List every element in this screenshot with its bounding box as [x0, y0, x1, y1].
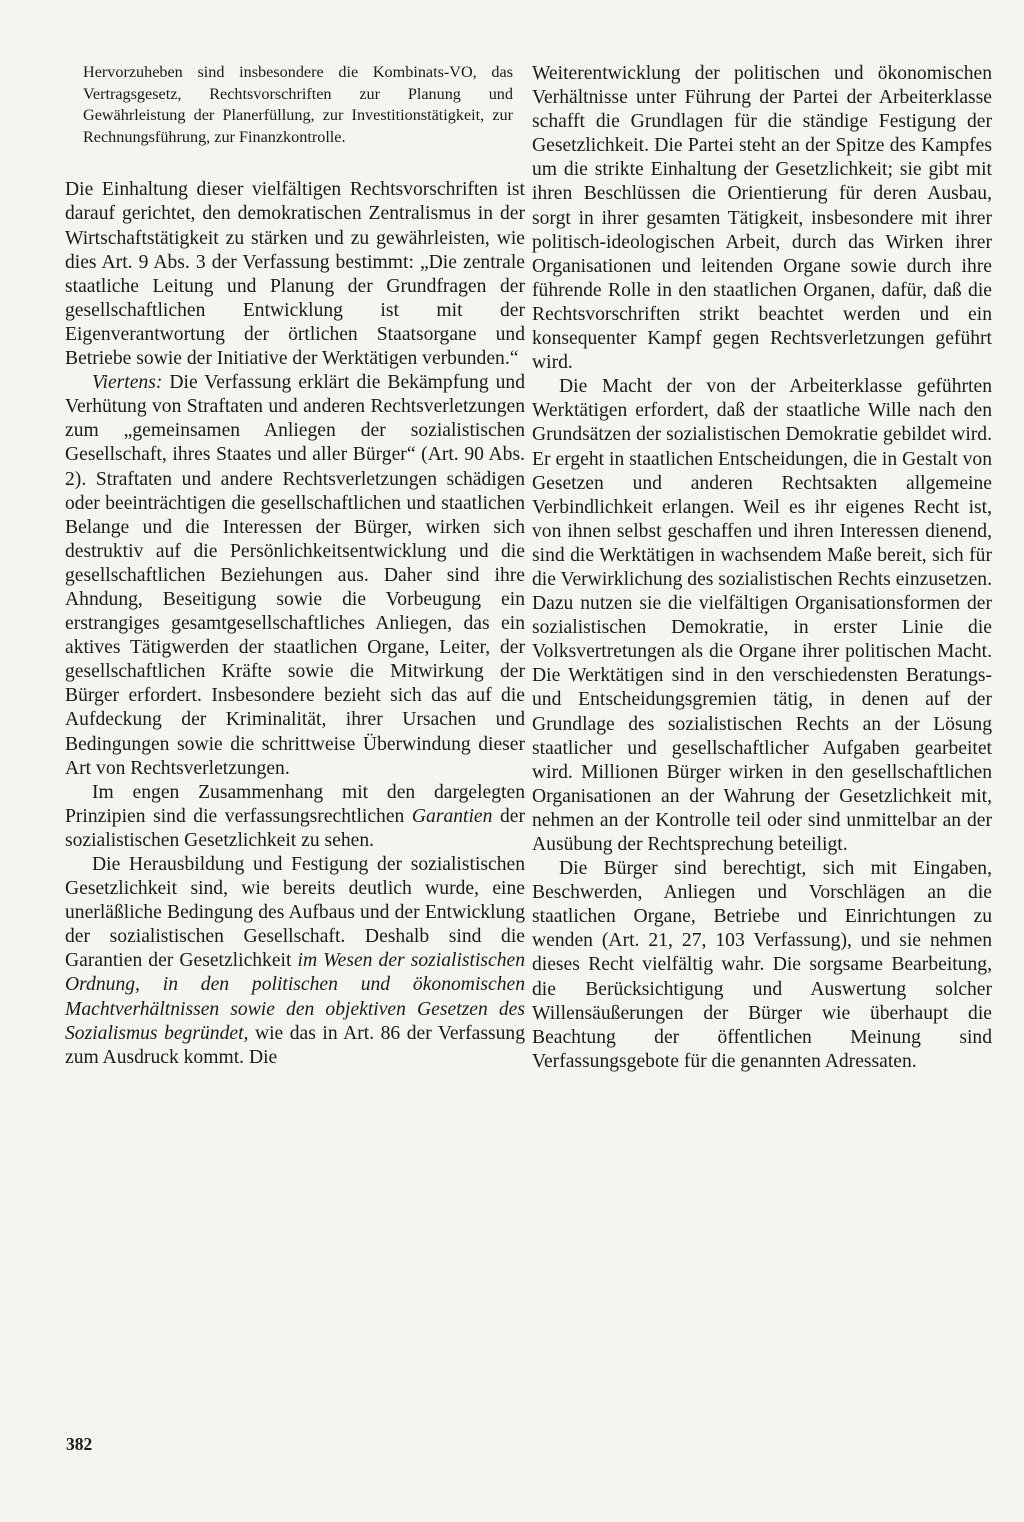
italic-lead: Viertens:	[92, 372, 163, 394]
paragraph	[65, 781, 525, 853]
paragraph: Weiterentwicklung der politischen und ökonomischen Verhältnisse unter Führung der Partei der Arbeiterklasse schafft die Grundlagen für die ständige Festigung der Gesetzlichkeit. Die Partei steht an der Spitze des Kampfes um die strikte Einhaltung der Gesetzlichkeit; sie gibt mit ihren Beschlüssen die Orientierung für deren Ausbau, sorgt in ihrer gesamten Tätigkeit, insbesondere mit ihrer politisch-ideologischen Arbeit, durch das Wirken ihrer Organisationen und leitenden Organe sowie durch ihre führende Rolle in den staatlichen Organen, dafür, daß die Rechtsvorschriften strikt beachtet werden und ein konsequenter Kampf gegen Rechtsverletzungen geführt wird.	[532, 63, 992, 374]
page-number: 382	[66, 1434, 93, 1454]
paragraph: Die Einhaltung dieser vielfältigen Rechtsvorschriften ist darauf gerichtet, den demokratischen Zentralismus in der Wirtschaftstätigkeit zu stärken und zu gewährleisten, wie dies Art. 9 Abs. 3 der Verfassung bestimmt: „Die zentrale staatliche Leitung und Planung der Grundfragen der gesellschaftlichen Entwicklung ist mit der Eigenverantwortung der örtlichen Staatsorgane und Betriebe sowie der Initiative der Werktätigen verbunden.“	[65, 179, 525, 370]
paragraph-text: Die Herausbildung und Festigung der sozialistischen Gesetzlichkeit sind, wie bereits deutlich wurde, eine unerläßliche Bedingung des Aufbaus und der Entwicklung der sozialistischen Gesellschaft. Deshalb sind die Garantien der Gesetzlichkeit	[65, 854, 525, 972]
paragraph-text: der sozialistischen Gesetzlichkeit zu sehen.	[65, 805, 525, 851]
note-block: Hervorzuheben sind insbesondere die Kombinats-VO, das Vertragsgesetz, Rechtsvorschriften zur Planung und Gewährleistung der Planerfüllung, zur Investitionstätigkeit, zur Rechnungsführung, zur Finanzkontrolle.	[83, 63, 513, 146]
italic-phrase: im Wesen der sozialistischen Ordnung, in den politischen und ökonomischen Machtverhältnissen sowie den objektiven Gesetzen des Sozialismus begründet,	[65, 950, 526, 1044]
left-column	[65, 62, 525, 1070]
right-column	[532, 62, 992, 1074]
paragraph: Die Macht der von der Arbeiterklasse geführten Werktätigen erfordert, daß der staatliche Wille nach den Grundsätzen der sozialistischen Demokratie gebildet wird. Er ergeht in staatlichen Entscheidungen, die in Gestalt von Gesetzen und anderen Rechtsakten allgemeine Verbindlichkeit erlangen. Weil es ihr eigenes Recht ist, von ihnen selbst geschaffen und ihren Interessen dienend, sind die Werktätigen in wachsendem Maße bereit, sich für die Verwirklichung des sozialistischen Rechts einzusetzen. Dazu nutzen sie die vielfältigen Organisationsformen der sozialistischen Demokratie, in erster Linie die Volksvertretungen als die Organe ihrer politischen Macht. Die Werktätigen sind in den verschiedensten Beratungs- und Entscheidungsgremien tätig, in denen auf der Grundlage des sozialistischen Rechts an der Lösung staatlicher und gesellschaftlicher Aufgaben gearbeitet wird. Millionen Bürger wirken in den gesellschaftlichen Organisationen an der Wahrung der Gesetzlichkeit mit, nehmen an der Kontrolle teil oder sind unmittelbar an der Ausübung der Rechtsprechung beteiligt.	[532, 376, 992, 855]
paragraph-text: wie das in Art. 86 der Verfassung zum Ausdruck kommt. Die	[65, 1022, 525, 1068]
paragraph	[65, 371, 525, 781]
paragraph	[65, 853, 525, 1070]
paragraph-text: Die Verfassung erklärt die Bekämpfung und Verhütung von Straftaten und anderen Rechtsverletzungen zum „gemeinsamen Anliegen der sozialistischen Gesellschaft, ihres Staates und aller Bürger“ (Art. 90 Abs. 2). Straftaten und andere Rechtsverletzungen schädigen oder beeinträchtigen die gesellschaftlichen und staatlichen Belange und die Interessen der Bürger, wirken sich destruktiv auf die Persönlichkeitsentwicklung und die gesellschaftlichen Beziehungen aus. Daher sind ihre Ahndung, Beseitigung sowie die Vorbeugung ein erstrangiges gesamtgesellschaftliches Anliegen, das ein aktives Tätigwerden der staatlichen Organe, Leiter, der gesellschaftlichen Kräfte sowie die Mitwirkung der Bürger erfordert. Insbesondere bezieht sich das auf die Aufdeckung der Kriminalität, ihrer Ursachen und Bedingungen sowie die schrittweise Überwindung dieser Art von Rechtsverletzungen.	[65, 372, 525, 779]
paragraph: Die Bürger sind berechtigt, sich mit Eingaben, Beschwerden, Anliegen und Vorschlägen an die staatlichen Organe, Betriebe und Einrichtungen zu wenden (Art. 21, 27, 103 Verfassung), und sie nehmen dieses Recht vielfältig wahr. Die sorgsame Bearbeitung, die Berücksichtigung und Auswertung solcher Willensäußerungen der Bürger wie überhaupt die Beachtung der öffentlichen Meinung sind Verfassungsgebote für die genannten Adressaten.	[532, 858, 992, 1072]
paragraph-text: Im engen Zusammenhang mit den dargelegten Prinzipien sind die verfassungsrechtlichen	[65, 781, 525, 827]
italic-term: Garantien	[411, 805, 493, 827]
